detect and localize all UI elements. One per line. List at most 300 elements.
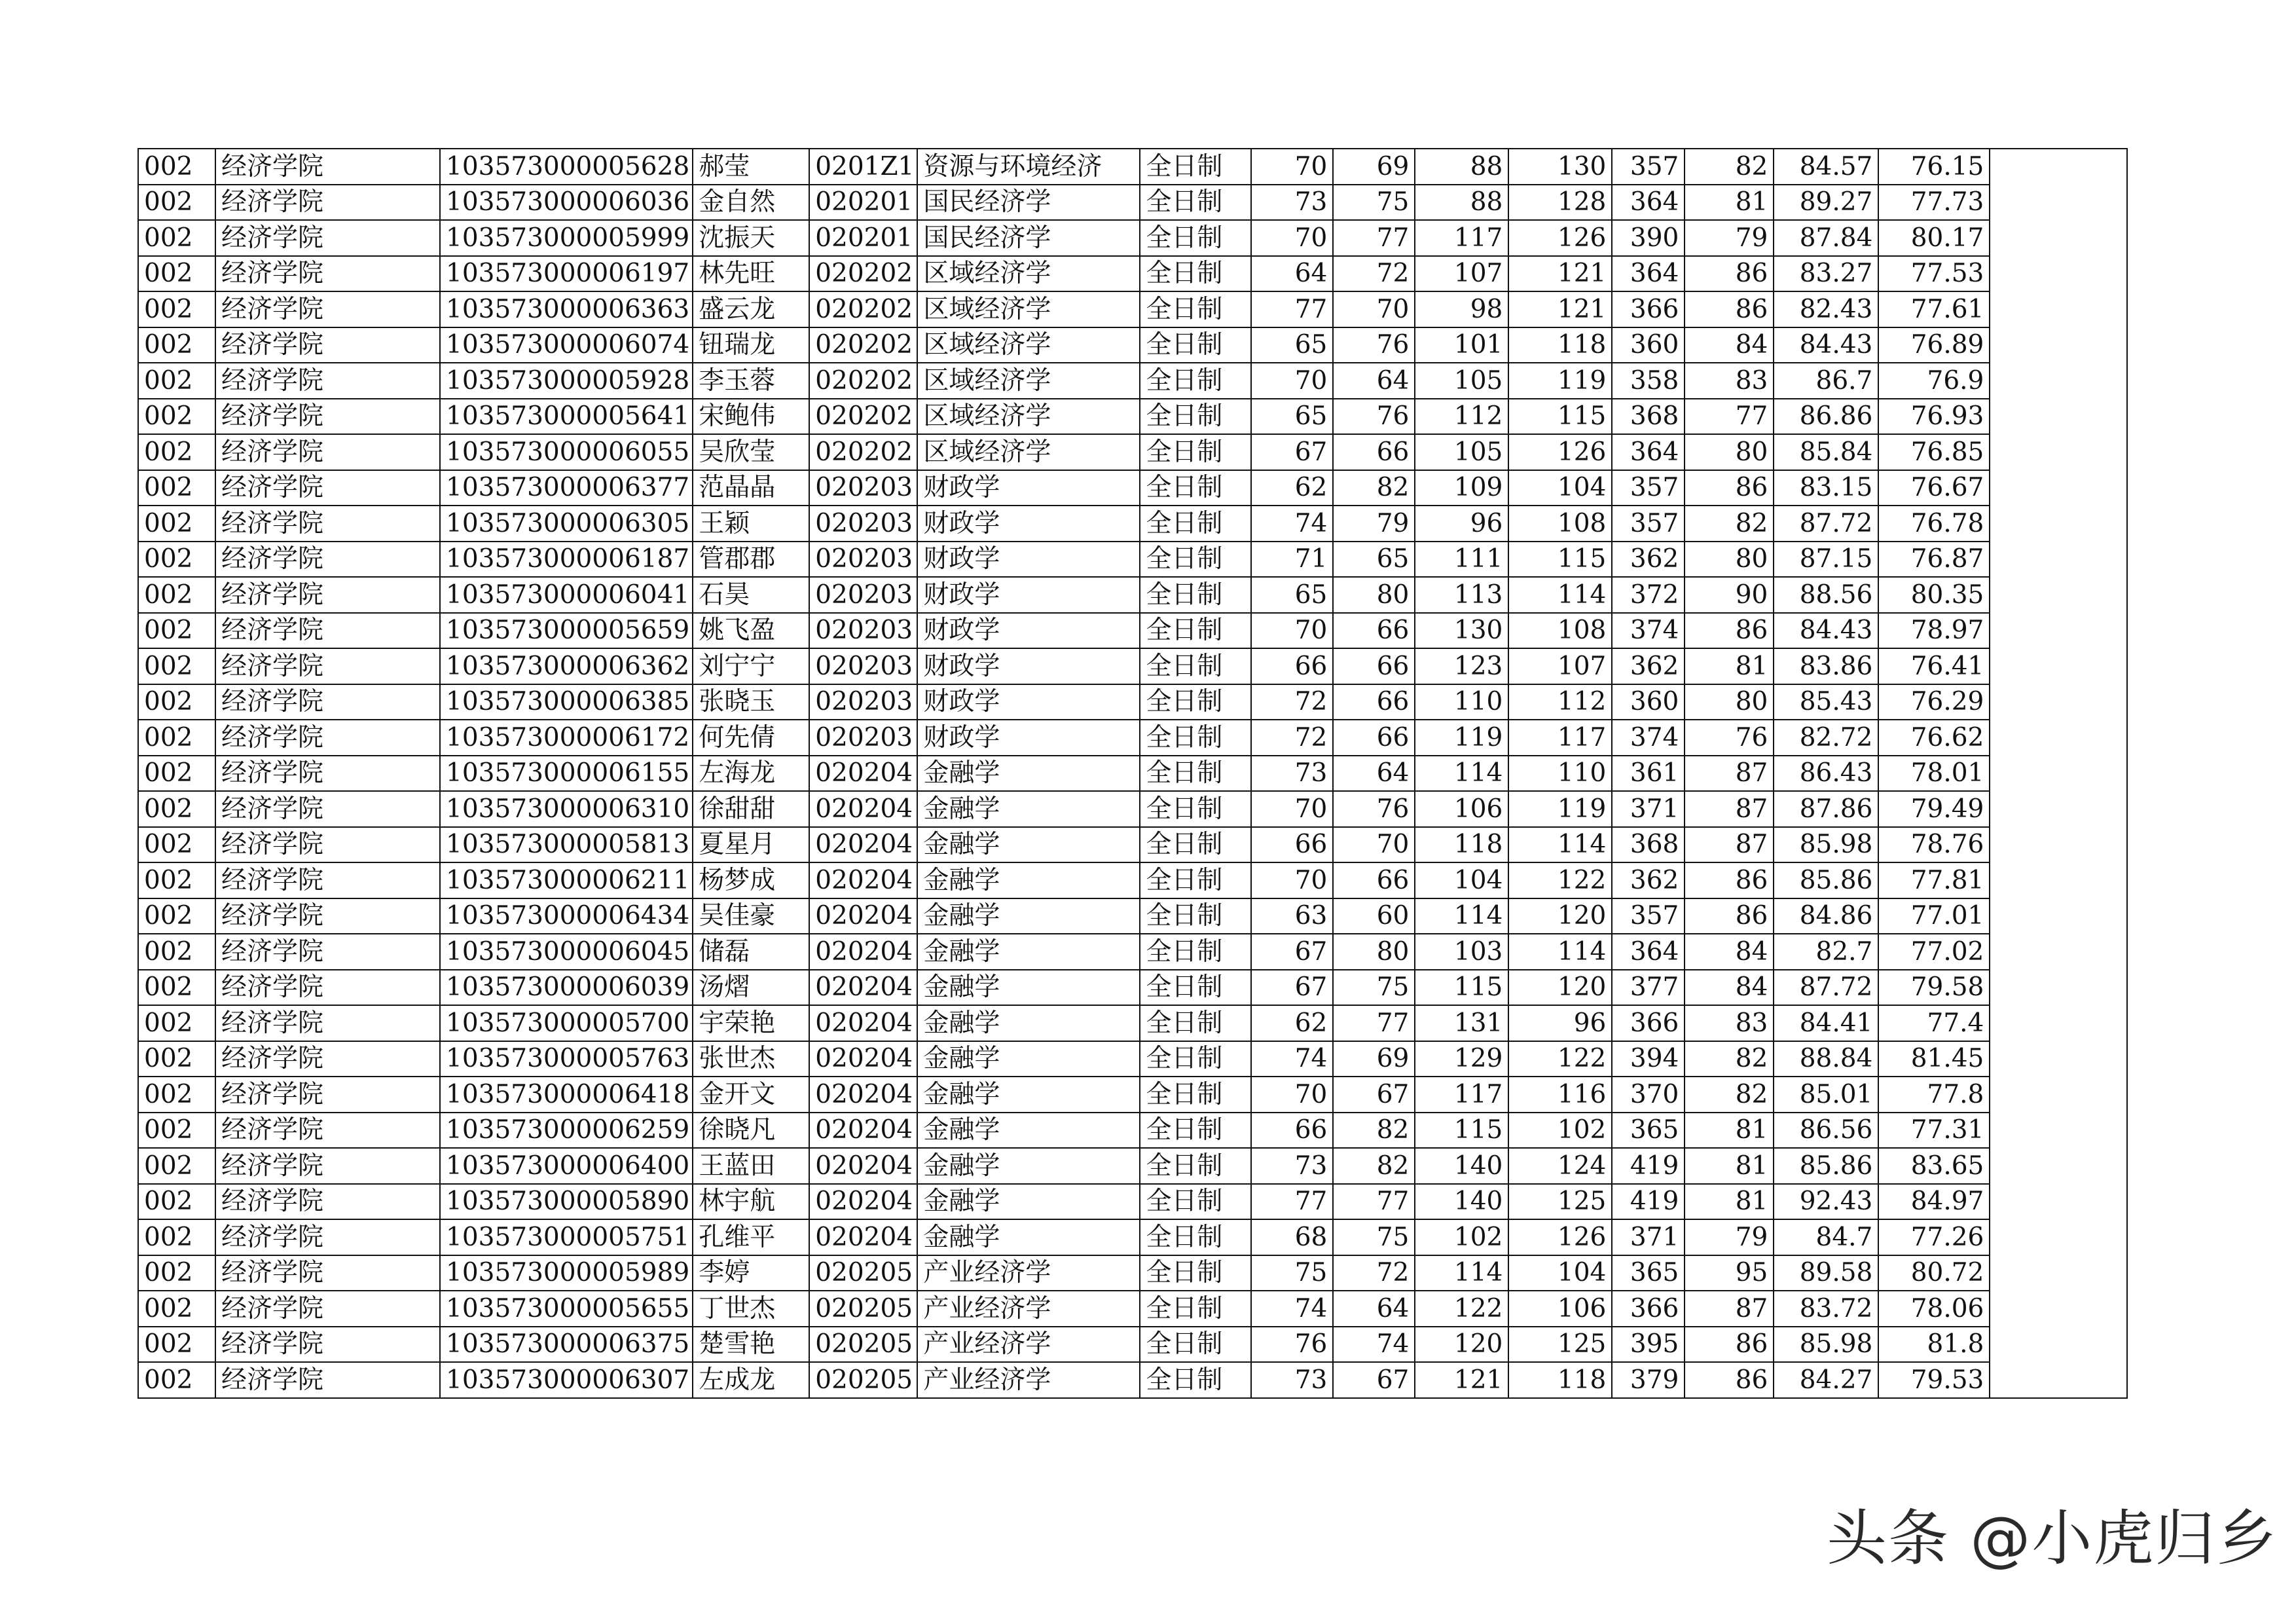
retest-weighted-cell: 85.98 [1774, 827, 1878, 863]
major-code-cell: 020202 [809, 363, 917, 399]
retest-weighted-cell: 86.43 [1774, 756, 1878, 792]
study-mode-cell: 全日制 [1140, 827, 1251, 863]
college-name-cell: 经济学院 [215, 1041, 440, 1077]
student-name-cell: 盛云龙 [693, 291, 809, 327]
final-score-cell: 77.8 [1878, 1077, 1990, 1113]
major-code-cell: 020204 [809, 862, 917, 898]
college-code-cell: 002 [138, 149, 215, 185]
score-1-cell: 75 [1251, 1255, 1333, 1291]
retest-score-cell: 82 [1685, 1041, 1774, 1077]
table-row [138, 862, 2127, 898]
college-name-cell: 经济学院 [215, 684, 440, 720]
score-1-cell: 77 [1251, 1184, 1333, 1220]
major-name-cell: 区域经济学 [917, 399, 1140, 435]
score-3-cell: 105 [1415, 363, 1508, 399]
candidate-id-cell: 103573000006418 [440, 1077, 693, 1113]
study-mode-cell: 全日制 [1140, 1077, 1251, 1113]
college-code-cell: 002 [138, 1362, 215, 1398]
student-name-cell: 夏星月 [693, 827, 809, 863]
college-code-cell: 002 [138, 185, 215, 221]
major-name-cell: 财政学 [917, 577, 1140, 613]
final-score-cell: 77.61 [1878, 291, 1990, 327]
score-4-cell: 122 [1508, 1041, 1612, 1077]
final-score-cell: 81.8 [1878, 1327, 1990, 1363]
total-score-cell: 372 [1612, 577, 1685, 613]
score-2-cell: 82 [1333, 470, 1415, 506]
college-name-cell: 经济学院 [215, 1219, 440, 1255]
retest-score-cell: 86 [1685, 256, 1774, 292]
score-2-cell: 77 [1333, 1005, 1415, 1041]
study-mode-cell: 全日制 [1140, 862, 1251, 898]
retest-score-cell: 87 [1685, 827, 1774, 863]
retest-weighted-cell: 83.72 [1774, 1291, 1878, 1327]
table-row [138, 185, 2127, 221]
study-mode-cell: 全日制 [1140, 542, 1251, 578]
score-3-cell: 110 [1415, 684, 1508, 720]
final-score-cell: 76.78 [1878, 506, 1990, 542]
score-2-cell: 66 [1333, 648, 1415, 684]
college-code-cell: 002 [138, 1077, 215, 1113]
total-score-cell: 368 [1612, 399, 1685, 435]
retest-weighted-cell: 86.56 [1774, 1113, 1878, 1149]
final-score-cell: 76.87 [1878, 542, 1990, 578]
score-4-cell: 104 [1508, 1255, 1612, 1291]
table-body [138, 149, 2127, 1398]
score-table [137, 148, 2128, 1399]
score-1-cell: 74 [1251, 506, 1333, 542]
major-name-cell: 产业经济学 [917, 1327, 1140, 1363]
total-score-cell: 374 [1612, 613, 1685, 649]
candidate-id-cell: 103573000006172 [440, 720, 693, 756]
student-name-cell: 吴佳豪 [693, 898, 809, 934]
major-name-cell: 金融学 [917, 1148, 1140, 1184]
blank-cell [1990, 149, 2127, 185]
retest-score-cell: 81 [1685, 1113, 1774, 1149]
college-code-cell: 002 [138, 1041, 215, 1077]
final-score-cell: 77.01 [1878, 898, 1990, 934]
score-2-cell: 65 [1333, 542, 1415, 578]
retest-score-cell: 86 [1685, 613, 1774, 649]
blank-cell [1990, 613, 2127, 649]
retest-weighted-cell: 92.43 [1774, 1184, 1878, 1220]
major-code-cell: 020204 [809, 1005, 917, 1041]
final-score-cell: 78.97 [1878, 613, 1990, 649]
candidate-id-cell: 103573000006074 [440, 327, 693, 363]
score-4-cell: 114 [1508, 577, 1612, 613]
major-name-cell: 区域经济学 [917, 434, 1140, 470]
major-code-cell: 020204 [809, 827, 917, 863]
college-name-cell: 经济学院 [215, 291, 440, 327]
major-name-cell: 财政学 [917, 720, 1140, 756]
score-3-cell: 129 [1415, 1041, 1508, 1077]
retest-weighted-cell: 89.27 [1774, 185, 1878, 221]
total-score-cell: 357 [1612, 149, 1685, 185]
total-score-cell: 362 [1612, 862, 1685, 898]
major-name-cell: 金融学 [917, 1077, 1140, 1113]
blank-cell [1990, 1362, 2127, 1398]
retest-weighted-cell: 83.27 [1774, 256, 1878, 292]
student-name-cell: 储磊 [693, 934, 809, 970]
college-name-cell: 经济学院 [215, 720, 440, 756]
candidate-id-cell: 103573000006377 [440, 470, 693, 506]
score-1-cell: 73 [1251, 185, 1333, 221]
score-3-cell: 115 [1415, 1113, 1508, 1149]
blank-cell [1990, 791, 2127, 827]
college-code-cell: 002 [138, 1113, 215, 1149]
candidate-id-cell: 103573000006197 [440, 256, 693, 292]
final-score-cell: 80.72 [1878, 1255, 1990, 1291]
college-name-cell: 经济学院 [215, 756, 440, 792]
score-3-cell: 101 [1415, 327, 1508, 363]
score-4-cell: 116 [1508, 1077, 1612, 1113]
candidate-id-cell: 103573000005890 [440, 1184, 693, 1220]
retest-score-cell: 86 [1685, 470, 1774, 506]
student-name-cell: 沈振天 [693, 220, 809, 256]
final-score-cell: 76.41 [1878, 648, 1990, 684]
student-name-cell: 楚雪艳 [693, 1327, 809, 1363]
score-3-cell: 121 [1415, 1362, 1508, 1398]
score-2-cell: 74 [1333, 1327, 1415, 1363]
major-code-cell: 020201 [809, 220, 917, 256]
candidate-id-cell: 103573000006211 [440, 862, 693, 898]
study-mode-cell: 全日制 [1140, 934, 1251, 970]
final-score-cell: 77.73 [1878, 185, 1990, 221]
retest-weighted-cell: 82.43 [1774, 291, 1878, 327]
score-1-cell: 66 [1251, 827, 1333, 863]
blank-cell [1990, 363, 2127, 399]
study-mode-cell: 全日制 [1140, 1327, 1251, 1363]
college-code-cell: 002 [138, 363, 215, 399]
retest-weighted-cell: 87.72 [1774, 970, 1878, 1006]
major-name-cell: 国民经济学 [917, 185, 1140, 221]
student-name-cell: 李婷 [693, 1255, 809, 1291]
study-mode-cell: 全日制 [1140, 1005, 1251, 1041]
student-name-cell: 宋鲍伟 [693, 399, 809, 435]
score-3-cell: 140 [1415, 1184, 1508, 1220]
score-4-cell: 121 [1508, 256, 1612, 292]
college-name-cell: 经济学院 [215, 648, 440, 684]
final-score-cell: 77.81 [1878, 862, 1990, 898]
student-name-cell: 左成龙 [693, 1362, 809, 1398]
retest-score-cell: 81 [1685, 1184, 1774, 1220]
score-1-cell: 64 [1251, 256, 1333, 292]
college-code-cell: 002 [138, 434, 215, 470]
score-4-cell: 102 [1508, 1113, 1612, 1149]
score-2-cell: 69 [1333, 1041, 1415, 1077]
candidate-id-cell: 103573000005641 [440, 399, 693, 435]
retest-score-cell: 95 [1685, 1255, 1774, 1291]
score-1-cell: 70 [1251, 862, 1333, 898]
total-score-cell: 362 [1612, 648, 1685, 684]
score-2-cell: 66 [1333, 613, 1415, 649]
score-3-cell: 114 [1415, 898, 1508, 934]
blank-cell [1990, 434, 2127, 470]
total-score-cell: 358 [1612, 363, 1685, 399]
major-name-cell: 财政学 [917, 613, 1140, 649]
candidate-id-cell: 103573000005813 [440, 827, 693, 863]
retest-weighted-cell: 88.56 [1774, 577, 1878, 613]
total-score-cell: 419 [1612, 1148, 1685, 1184]
retest-score-cell: 86 [1685, 1327, 1774, 1363]
final-score-cell: 78.76 [1878, 827, 1990, 863]
table-row [138, 327, 2127, 363]
score-2-cell: 80 [1333, 934, 1415, 970]
retest-score-cell: 86 [1685, 291, 1774, 327]
candidate-id-cell: 103573000006259 [440, 1113, 693, 1149]
college-name-cell: 经济学院 [215, 542, 440, 578]
score-3-cell: 102 [1415, 1219, 1508, 1255]
student-name-cell: 李玉蓉 [693, 363, 809, 399]
score-2-cell: 66 [1333, 684, 1415, 720]
student-name-cell: 林宇航 [693, 1184, 809, 1220]
retest-score-cell: 86 [1685, 898, 1774, 934]
score-4-cell: 119 [1508, 791, 1612, 827]
college-name-cell: 经济学院 [215, 898, 440, 934]
major-code-cell: 020205 [809, 1255, 917, 1291]
score-2-cell: 80 [1333, 577, 1415, 613]
blank-cell [1990, 1005, 2127, 1041]
college-code-cell: 002 [138, 648, 215, 684]
score-4-cell: 119 [1508, 363, 1612, 399]
major-name-cell: 金融学 [917, 756, 1140, 792]
score-1-cell: 65 [1251, 327, 1333, 363]
study-mode-cell: 全日制 [1140, 1291, 1251, 1327]
study-mode-cell: 全日制 [1140, 648, 1251, 684]
candidate-id-cell: 103573000006055 [440, 434, 693, 470]
final-score-cell: 76.93 [1878, 399, 1990, 435]
score-1-cell: 73 [1251, 1362, 1333, 1398]
college-name-cell: 经济学院 [215, 220, 440, 256]
blank-cell [1990, 185, 2127, 221]
score-2-cell: 60 [1333, 898, 1415, 934]
score-4-cell: 115 [1508, 542, 1612, 578]
blank-cell [1990, 542, 2127, 578]
retest-weighted-cell: 84.27 [1774, 1362, 1878, 1398]
college-name-cell: 经济学院 [215, 256, 440, 292]
study-mode-cell: 全日制 [1140, 970, 1251, 1006]
retest-score-cell: 82 [1685, 506, 1774, 542]
retest-score-cell: 80 [1685, 542, 1774, 578]
score-3-cell: 103 [1415, 934, 1508, 970]
score-1-cell: 73 [1251, 1148, 1333, 1184]
score-1-cell: 76 [1251, 1327, 1333, 1363]
blank-cell [1990, 506, 2127, 542]
retest-weighted-cell: 82.72 [1774, 720, 1878, 756]
college-code-cell: 002 [138, 256, 215, 292]
major-name-cell: 财政学 [917, 506, 1140, 542]
total-score-cell: 357 [1612, 898, 1685, 934]
score-4-cell: 118 [1508, 327, 1612, 363]
college-code-cell: 002 [138, 470, 215, 506]
score-1-cell: 74 [1251, 1041, 1333, 1077]
score-4-cell: 110 [1508, 756, 1612, 792]
score-1-cell: 65 [1251, 399, 1333, 435]
final-score-cell: 76.29 [1878, 684, 1990, 720]
student-name-cell: 吴欣莹 [693, 434, 809, 470]
final-score-cell: 80.35 [1878, 577, 1990, 613]
college-code-cell: 002 [138, 1005, 215, 1041]
major-code-cell: 020201 [809, 185, 917, 221]
total-score-cell: 365 [1612, 1113, 1685, 1149]
major-code-cell: 020204 [809, 1113, 917, 1149]
table-row [138, 684, 2127, 720]
study-mode-cell: 全日制 [1140, 506, 1251, 542]
final-score-cell: 77.53 [1878, 256, 1990, 292]
candidate-id-cell: 103573000006363 [440, 291, 693, 327]
blank-cell [1990, 1184, 2127, 1220]
final-score-cell: 76.67 [1878, 470, 1990, 506]
score-3-cell: 130 [1415, 613, 1508, 649]
blank-cell [1990, 1077, 2127, 1113]
retest-score-cell: 80 [1685, 434, 1774, 470]
total-score-cell: 377 [1612, 970, 1685, 1006]
score-1-cell: 62 [1251, 1005, 1333, 1041]
retest-weighted-cell: 84.41 [1774, 1005, 1878, 1041]
table-row [138, 613, 2127, 649]
table-row [138, 470, 2127, 506]
college-name-cell: 经济学院 [215, 1113, 440, 1149]
score-1-cell: 67 [1251, 934, 1333, 970]
major-code-cell: 020205 [809, 1327, 917, 1363]
major-name-cell: 金融学 [917, 898, 1140, 934]
college-name-cell: 经济学院 [215, 399, 440, 435]
student-name-cell: 郝莹 [693, 149, 809, 185]
college-code-cell: 002 [138, 684, 215, 720]
major-name-cell: 区域经济学 [917, 327, 1140, 363]
major-name-cell: 区域经济学 [917, 256, 1140, 292]
college-name-cell: 经济学院 [215, 363, 440, 399]
total-score-cell: 357 [1612, 470, 1685, 506]
college-code-cell: 002 [138, 1291, 215, 1327]
college-name-cell: 经济学院 [215, 149, 440, 185]
college-code-cell: 002 [138, 756, 215, 792]
candidate-id-cell: 103573000006375 [440, 1327, 693, 1363]
total-score-cell: 366 [1612, 1005, 1685, 1041]
total-score-cell: 362 [1612, 542, 1685, 578]
total-score-cell: 364 [1612, 934, 1685, 970]
retest-weighted-cell: 85.86 [1774, 1148, 1878, 1184]
table-row [138, 648, 2127, 684]
college-code-cell: 002 [138, 862, 215, 898]
final-score-cell: 84.97 [1878, 1184, 1990, 1220]
score-2-cell: 72 [1333, 1255, 1415, 1291]
total-score-cell: 371 [1612, 1219, 1685, 1255]
final-score-cell: 79.53 [1878, 1362, 1990, 1398]
score-3-cell: 123 [1415, 648, 1508, 684]
major-code-cell: 020202 [809, 434, 917, 470]
final-score-cell: 83.65 [1878, 1148, 1990, 1184]
score-4-cell: 122 [1508, 862, 1612, 898]
retest-weighted-cell: 84.86 [1774, 898, 1878, 934]
score-1-cell: 66 [1251, 648, 1333, 684]
college-name-cell: 经济学院 [215, 791, 440, 827]
retest-weighted-cell: 87.15 [1774, 542, 1878, 578]
blank-cell [1990, 648, 2127, 684]
blank-cell [1990, 827, 2127, 863]
candidate-id-cell: 103573000005751 [440, 1219, 693, 1255]
major-code-cell: 020204 [809, 934, 917, 970]
college-code-cell: 002 [138, 720, 215, 756]
retest-weighted-cell: 85.01 [1774, 1077, 1878, 1113]
candidate-id-cell: 103573000005928 [440, 363, 693, 399]
score-4-cell: 126 [1508, 220, 1612, 256]
score-2-cell: 75 [1333, 1219, 1415, 1255]
college-name-cell: 经济学院 [215, 434, 440, 470]
college-code-cell: 002 [138, 291, 215, 327]
candidate-id-cell: 103573000005989 [440, 1255, 693, 1291]
score-3-cell: 117 [1415, 1077, 1508, 1113]
blank-cell [1990, 862, 2127, 898]
total-score-cell: 364 [1612, 185, 1685, 221]
major-code-cell: 020205 [809, 1291, 917, 1327]
final-score-cell: 77.4 [1878, 1005, 1990, 1041]
candidate-id-cell: 103573000006039 [440, 970, 693, 1006]
score-1-cell: 63 [1251, 898, 1333, 934]
candidate-id-cell: 103573000005655 [440, 1291, 693, 1327]
blank-cell [1990, 256, 2127, 292]
score-1-cell: 72 [1251, 720, 1333, 756]
score-1-cell: 71 [1251, 542, 1333, 578]
major-name-cell: 资源与环境经济 [917, 149, 1140, 185]
college-code-cell: 002 [138, 1184, 215, 1220]
score-4-cell: 128 [1508, 185, 1612, 221]
table-row [138, 970, 2127, 1006]
student-name-cell: 杨梦成 [693, 862, 809, 898]
study-mode-cell: 全日制 [1140, 720, 1251, 756]
score-3-cell: 96 [1415, 506, 1508, 542]
major-code-cell: 020203 [809, 506, 917, 542]
score-3-cell: 98 [1415, 291, 1508, 327]
retest-weighted-cell: 85.43 [1774, 684, 1878, 720]
student-name-cell: 何先倩 [693, 720, 809, 756]
study-mode-cell: 全日制 [1140, 149, 1251, 185]
score-4-cell: 120 [1508, 898, 1612, 934]
college-name-cell: 经济学院 [215, 185, 440, 221]
retest-score-cell: 87 [1685, 791, 1774, 827]
retest-score-cell: 81 [1685, 648, 1774, 684]
college-name-cell: 经济学院 [215, 327, 440, 363]
score-2-cell: 75 [1333, 185, 1415, 221]
candidate-id-cell: 103573000005659 [440, 613, 693, 649]
candidate-id-cell: 103573000006434 [440, 898, 693, 934]
final-score-cell: 80.17 [1878, 220, 1990, 256]
major-code-cell: 020203 [809, 577, 917, 613]
score-2-cell: 66 [1333, 720, 1415, 756]
score-2-cell: 76 [1333, 327, 1415, 363]
blank-cell [1990, 577, 2127, 613]
total-score-cell: 379 [1612, 1362, 1685, 1398]
major-code-cell: 020204 [809, 1041, 917, 1077]
major-code-cell: 020205 [809, 1362, 917, 1398]
score-4-cell: 107 [1508, 648, 1612, 684]
score-4-cell: 106 [1508, 1291, 1612, 1327]
college-code-cell: 002 [138, 827, 215, 863]
study-mode-cell: 全日制 [1140, 613, 1251, 649]
total-score-cell: 374 [1612, 720, 1685, 756]
candidate-id-cell: 103573000005763 [440, 1041, 693, 1077]
study-mode-cell: 全日制 [1140, 684, 1251, 720]
final-score-cell: 76.62 [1878, 720, 1990, 756]
retest-score-cell: 81 [1685, 1148, 1774, 1184]
blank-cell [1990, 684, 2127, 720]
college-code-cell: 002 [138, 506, 215, 542]
final-score-cell: 76.9 [1878, 363, 1990, 399]
major-code-cell: 020204 [809, 791, 917, 827]
college-name-cell: 经济学院 [215, 577, 440, 613]
score-2-cell: 67 [1333, 1362, 1415, 1398]
table-row [138, 720, 2127, 756]
retest-weighted-cell: 84.57 [1774, 149, 1878, 185]
